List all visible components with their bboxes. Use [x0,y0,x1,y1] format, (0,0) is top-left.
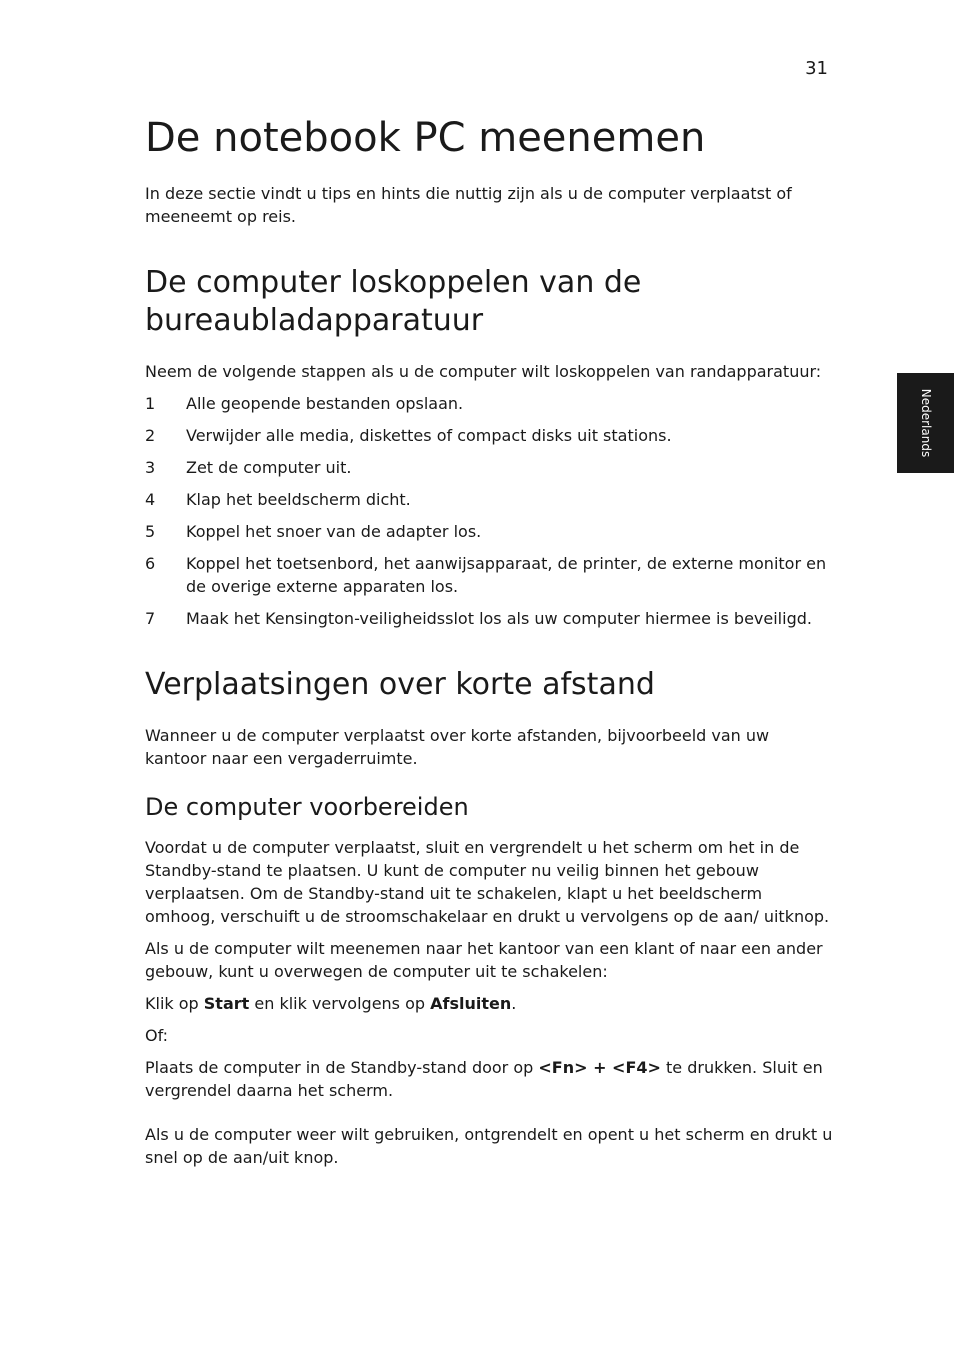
list-item [145,456,835,479]
step-text: Klap het beeldscherm dicht. [186,490,411,509]
key-combination: <Fn> + <F4> [538,1058,661,1077]
section-heading-short-distance: Verplaatsingen over korte afstand [145,667,655,702]
list-item [145,392,835,415]
page-number: 31 [805,58,828,79]
list-item [145,488,835,511]
step-number: 1 [145,394,156,413]
list-item [145,424,835,447]
step-text: Koppel het snoer van de adapter los. [186,522,482,541]
section-intro-short-distance: Wanneer u de computer verplaatst over korte afstanden, bijvoorbeeld van uw kantoor naar een vergaderruimte. [145,726,770,768]
step-number: 6 [145,554,156,573]
list-item [145,607,835,630]
page-title: De notebook PC meenemen [145,115,706,161]
paragraph-or: Of: [145,1026,169,1045]
intro-paragraph: In deze sectie vindt u tips en hints die nuttig zijn als u de computer verplaatst of meeneemt op reis. [145,184,792,226]
paragraph-shutdown-option: Als u de computer wilt meenemen naar het kantoor van een klant of naar een ander gebouw, kunt u overwegen de computer uit te schakelen: [145,939,823,981]
step-text: Alle geopende bestanden opslaan. [186,394,464,413]
paragraph-fn-f4: Plaats de computer in de Standby-stand door op <Fn> + <F4> te drukken. Sluit en vergrendel daarna het scherm. [145,1058,823,1100]
step-text: Verwijder alle media, diskettes of compact disks uit stations. [186,426,672,445]
page-content [145,110,835,1178]
shutdown-label: Afsluiten [430,994,512,1013]
step-number: 2 [145,426,156,445]
paragraph-click-start: Klik op Start en klik vervolgens op Afsluiten. [145,994,517,1013]
section-heading-disconnect: De computer loskoppelen van de bureaubladapparatuur [145,265,642,338]
list-item [145,520,835,543]
section-intro-disconnect: Neem de volgende stappen als u de computer wilt loskoppelen van randapparatuur: [145,362,822,381]
language-tab-label: Nederlands [918,388,933,458]
paragraph-resume: Als u de computer weer wilt gebruiken, ontgrendelt en opent u het scherm en drukt u snel op de aan/uit knop. [145,1125,833,1167]
step-text: Zet de computer uit. [186,458,352,477]
step-text: Koppel het toetsenbord, het aanwijsapparaat, de printer, de externe monitor en de overige externe apparaten los. [186,554,827,596]
language-tab [897,373,954,473]
step-number: 3 [145,458,156,477]
step-number: 7 [145,609,156,628]
step-text: Maak het Kensington-veiligheidsslot los als uw computer hiermee is beveiligd. [186,609,812,628]
step-number: 4 [145,490,156,509]
list-item [145,552,835,598]
subsection-heading-prepare: De computer voorbereiden [145,793,469,821]
step-number: 5 [145,522,156,541]
paragraph-standby: Voordat u de computer verplaatst, sluit en vergrendelt u het scherm om het in de Standby-stand te plaatsen. U kunt de computer nu veilig binnen het gebouw verplaatsen. Om de Standby-stand uit te schakelen, klapt u het beeldscherm omhoog, verschuift u de stroomschakelaar en drukt u vervolgens op de aan/ uitknop. [145,838,830,926]
start-label: Start [203,994,250,1013]
disconnect-steps-list [145,392,835,630]
